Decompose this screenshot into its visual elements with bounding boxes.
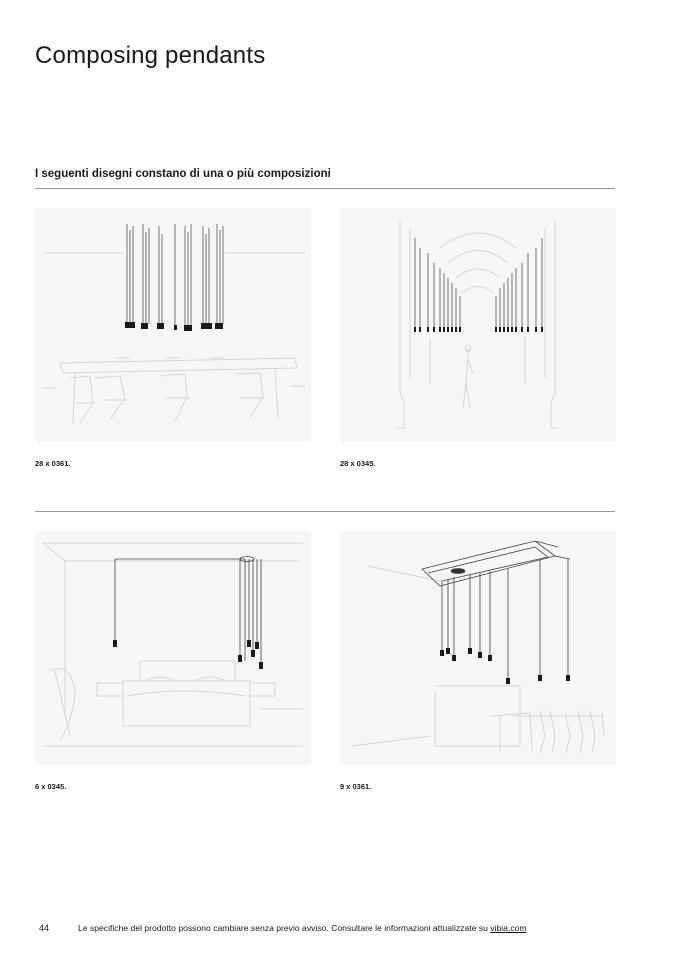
gallery-illustration xyxy=(340,208,616,442)
page-number: 44 xyxy=(39,923,50,933)
figure-caption: 6 x 0345. xyxy=(35,782,67,791)
bedroom-illustration xyxy=(35,531,311,765)
figure-kitchen xyxy=(340,531,616,765)
footer-text: Le specifiche del prodotto possono cambiare senza previo avviso. Consultare le informazioni attualizzate su xyxy=(78,923,488,933)
figure-gallery xyxy=(340,208,616,442)
section-subtitle: I seguenti disegni constano di una o più composizioni xyxy=(35,168,331,180)
figure-caption: 28 x 0345. xyxy=(340,459,376,468)
section-divider-top xyxy=(35,188,615,189)
figure-dining-room xyxy=(35,208,311,442)
footer-note xyxy=(78,923,527,933)
figure-caption: 28 x 0361. xyxy=(35,459,71,468)
dining-room-illustration xyxy=(35,208,311,442)
figure-caption: 9 x 0361. xyxy=(340,782,372,791)
figure-bedroom xyxy=(35,531,311,765)
vibia-link[interactable]: vibia.com xyxy=(490,923,527,933)
page-title: Composing pendants xyxy=(35,42,266,69)
kitchen-illustration xyxy=(340,531,616,765)
section-divider-middle xyxy=(35,511,615,512)
